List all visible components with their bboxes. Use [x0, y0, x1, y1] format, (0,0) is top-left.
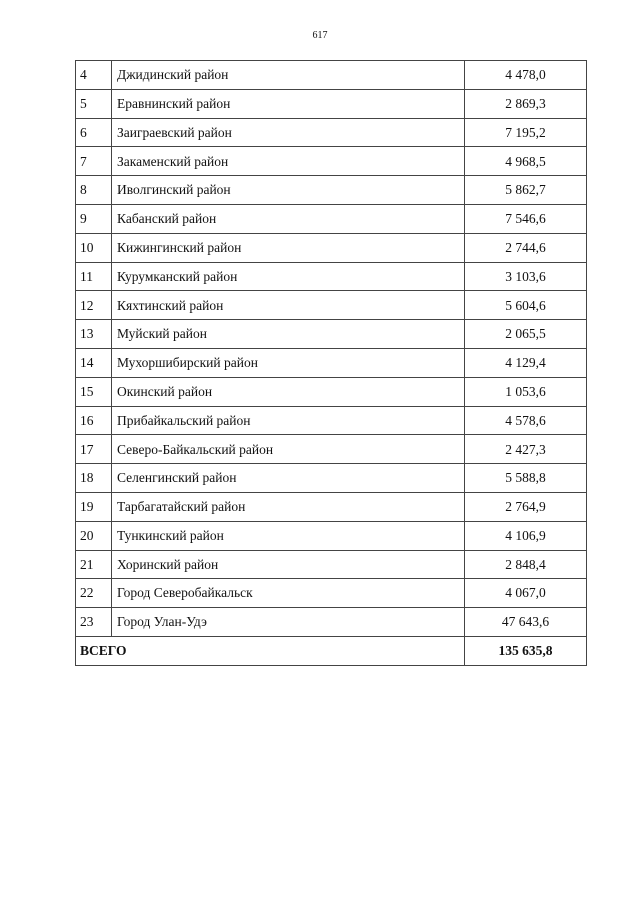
row-number: 5: [76, 89, 112, 118]
row-number: 4: [76, 61, 112, 90]
table-row: [76, 262, 587, 291]
row-number: 21: [76, 550, 112, 579]
table-row: [76, 377, 587, 406]
district-name: Заиграевский район: [112, 118, 465, 147]
row-number: 8: [76, 176, 112, 205]
table-row: [76, 406, 587, 435]
district-name: Мухоршибирский район: [112, 348, 465, 377]
row-number: 19: [76, 492, 112, 521]
table-row: [76, 492, 587, 521]
district-name: Город Северобайкальск: [112, 579, 465, 608]
district-value: 47 643,6: [465, 608, 587, 637]
table-row: [76, 147, 587, 176]
district-name: Кижингинский район: [112, 233, 465, 262]
district-name: Кабанский район: [112, 204, 465, 233]
row-number: 15: [76, 377, 112, 406]
district-value: 4 478,0: [465, 61, 587, 90]
district-value: 3 103,6: [465, 262, 587, 291]
district-name: Муйский район: [112, 320, 465, 349]
district-name: Тункинский район: [112, 521, 465, 550]
row-number: 13: [76, 320, 112, 349]
district-value: 1 053,6: [465, 377, 587, 406]
district-name: Иволгинский район: [112, 176, 465, 205]
district-value: 2 848,4: [465, 550, 587, 579]
district-name: Селенгинский район: [112, 464, 465, 493]
total-value: 135 635,8: [465, 636, 587, 665]
district-name: Еравнинский район: [112, 89, 465, 118]
district-name: Прибайкальский район: [112, 406, 465, 435]
district-name: Хоринский район: [112, 550, 465, 579]
district-value: 4 968,5: [465, 147, 587, 176]
table-row: [76, 61, 587, 90]
district-value: 2 065,5: [465, 320, 587, 349]
table-row: [76, 521, 587, 550]
district-name: Курумканский район: [112, 262, 465, 291]
row-number: 11: [76, 262, 112, 291]
total-row: [76, 636, 587, 665]
row-number: 17: [76, 435, 112, 464]
table-row: [76, 579, 587, 608]
row-number: 22: [76, 579, 112, 608]
page-number: 617: [312, 30, 328, 41]
table-row: [76, 233, 587, 262]
district-name: Окинский район: [112, 377, 465, 406]
table-row: [76, 550, 587, 579]
district-name: Северо-Байкальский район: [112, 435, 465, 464]
district-value: 2 764,9: [465, 492, 587, 521]
district-value: 2 744,6: [465, 233, 587, 262]
district-allocation-table: [75, 60, 587, 666]
row-number: 20: [76, 521, 112, 550]
district-name: Город Улан-Удэ: [112, 608, 465, 637]
row-number: 16: [76, 406, 112, 435]
table-row: [76, 435, 587, 464]
district-value: 4 067,0: [465, 579, 587, 608]
district-value: 4 129,4: [465, 348, 587, 377]
table-row: [76, 320, 587, 349]
district-name: Закаменский район: [112, 147, 465, 176]
table-body: [76, 61, 587, 666]
table-row: [76, 204, 587, 233]
district-name: Джидинский район: [112, 61, 465, 90]
table-row: [76, 89, 587, 118]
row-number: 9: [76, 204, 112, 233]
row-number: 14: [76, 348, 112, 377]
district-name: Кяхтинский район: [112, 291, 465, 320]
district-value: 2 869,3: [465, 89, 587, 118]
district-value: 7 546,6: [465, 204, 587, 233]
row-number: 6: [76, 118, 112, 147]
table-row: [76, 348, 587, 377]
district-value: 5 604,6: [465, 291, 587, 320]
table-row: [76, 176, 587, 205]
table-row: [76, 464, 587, 493]
district-value: 2 427,3: [465, 435, 587, 464]
table-row: [76, 291, 587, 320]
district-value: 4 106,9: [465, 521, 587, 550]
total-label: ВСЕГО: [76, 636, 465, 665]
row-number: 23: [76, 608, 112, 637]
table-row: [76, 608, 587, 637]
district-value: 5 588,8: [465, 464, 587, 493]
district-value: 5 862,7: [465, 176, 587, 205]
row-number: 18: [76, 464, 112, 493]
row-number: 10: [76, 233, 112, 262]
row-number: 12: [76, 291, 112, 320]
district-value: 4 578,6: [465, 406, 587, 435]
row-number: 7: [76, 147, 112, 176]
district-name: Тарбагатайский район: [112, 492, 465, 521]
table-row: [76, 118, 587, 147]
district-value: 7 195,2: [465, 118, 587, 147]
